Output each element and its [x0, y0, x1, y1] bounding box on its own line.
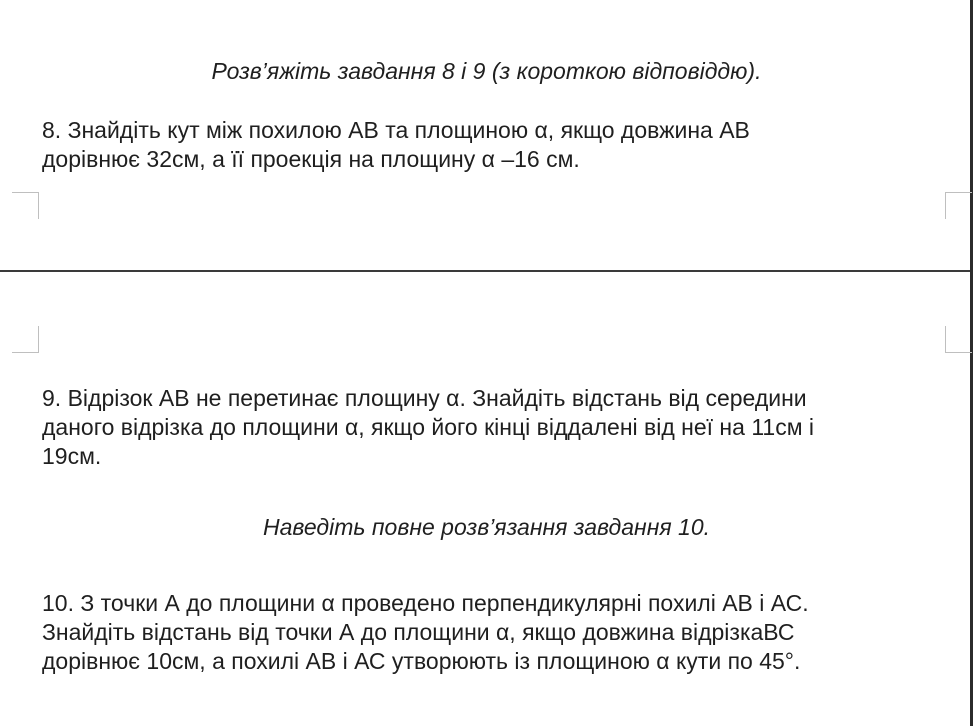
section-heading-full-solution: Наведіть повне розв’язання завдання 10. — [262, 514, 711, 540]
page-corner-mark — [945, 326, 972, 353]
task-9-line: 9. Відрізок АВ не перетинає площину α. Знайдіть відстань від середини — [42, 385, 807, 411]
task-9 — [42, 384, 954, 471]
page-corner-mark — [945, 192, 972, 219]
task-10-line: Знайдіть відстань від точки А до площини α, якщо довжина відрізкаВС — [42, 619, 795, 645]
task-10-line: дорівнює 10см, а похилі АВ і АС утворюють із площиною α кути по 45°. — [42, 648, 801, 674]
task-8-line: 8. Знайдіть кут між похилою АВ та площиною α, якщо довжина АВ — [42, 117, 750, 143]
task-8-line: дорівнює 32см, а її проекція на площину α –16 см. — [42, 146, 580, 172]
page-corner-mark — [12, 192, 39, 219]
section-heading-short-answer: Розв’яжіть завдання 8 і 9 (з короткою відповіддю). — [211, 58, 762, 84]
task-8 — [42, 116, 954, 174]
task-10-line: 10. З точки А до площини α проведено перпендикулярні похилі АВ і АС. — [42, 590, 809, 616]
page-corner-mark — [12, 326, 39, 353]
task-9-line: даного відрізка до площини α, якщо його кінці віддалені від неї на 11см і — [42, 414, 815, 440]
task-9-line: 19см. — [42, 443, 102, 469]
task-10 — [42, 589, 954, 676]
